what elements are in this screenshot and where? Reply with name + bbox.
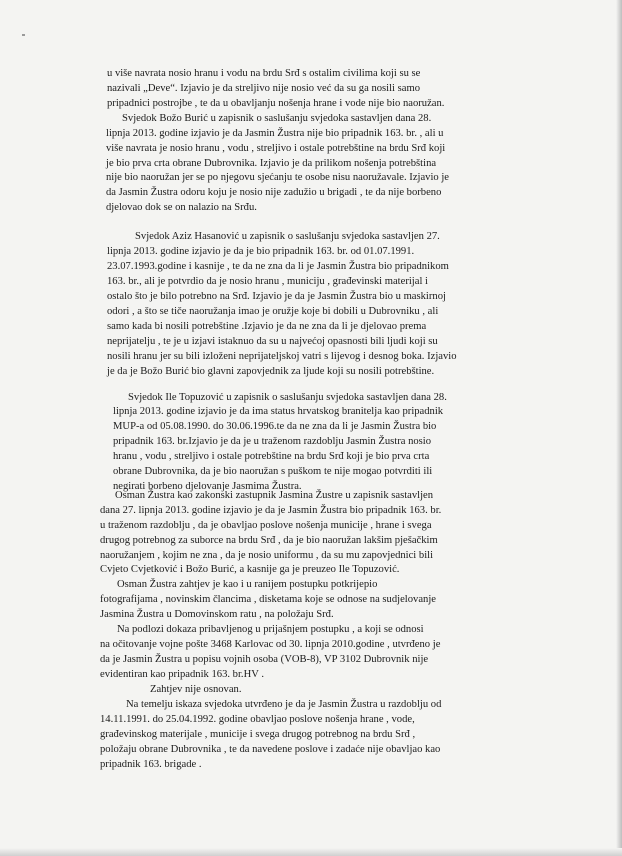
page-edge-shadow bbox=[616, 0, 622, 856]
paragraph-witness-aziz-hasanovic-line: 23.07.1993.godine i kasnije , te da ne zna da li je Jasmin Žustra bio pripadnikom bbox=[107, 261, 449, 272]
paragraph-zahtjev-fotografije-line: Osman Žustra zahtjev je kao i u ranijem postupku potkrijepio bbox=[117, 579, 378, 590]
paragraph-osman-zustra-line: naoružanjem , kojim ne zna , da je nosio uniformu , da su mu zapovjednici bili bbox=[100, 550, 434, 561]
paragraph-witness-aziz-hasanovic-line: odori , a što se tiče naoružanja imao je oružje koje bi dobili u Dubrovniku , ali bbox=[107, 306, 439, 317]
paragraph-witness-aziz-hasanovic-line: 163. br., ali je potvrdio da je nosio hranu , municiju , građevinski materijal i bbox=[107, 276, 428, 287]
paragraph-witness-bozo-buric-line: Svjedok Božo Burić u zapisnik o saslušanju svjedoka sastavljen dana 28. bbox=[122, 113, 432, 124]
paragraph-intro-line: pripadnici postrojbe , te da u obavljanju nošenja hrane i vode nije bio naoružan. bbox=[107, 98, 445, 109]
paragraph-dokazi-line: Na podlozi dokaza pribavljenog u prijašnjem postupku , a koji se odnosi bbox=[117, 624, 424, 635]
paragraph-witness-bozo-buric-line: više navrata je nosio hranu , vodu , streljivo i ostale potrebštine na brdu Srđ koji bbox=[106, 143, 446, 154]
paragraph-zahtjev-fotografije-line: fotografijama , novinskim člancima , disketama koje se odnose na sudjelovanje bbox=[100, 594, 436, 605]
paragraph-osman-zustra-line: dana 27. lipnja 2013. godine izjavio je da je Jasmin Žustra bio pripadnik 163. br. bbox=[100, 505, 442, 516]
paragraph-intro-line: nazivali „Deve“. Izjavio je da streljivo nije nosio već da su ga nosili samo bbox=[107, 83, 421, 94]
paragraph-witness-bozo-buric-line: nije bio naoružan jer se po njegovu sjećanju te osobe nisu naoružavale. Izjavio je bbox=[106, 172, 449, 183]
paragraph-witness-aziz-hasanovic-line: nosili hranu jer su bili izloženi neprijateljskoj vatri s lijevog i desnog boka. Izjavio bbox=[107, 351, 457, 362]
paragraph-dokazi-line: evidentiran kao pripadnik 163. br.HV . bbox=[100, 669, 264, 680]
paragraph-osman-zustra-line: Cvjeto Cvjetković i Božo Burić, a kasnije ga je preuzeo Ile Topuzović. bbox=[100, 564, 400, 575]
page-bottom-edge bbox=[0, 848, 622, 856]
paragraph-osman-zustra-line: drugog potrebnog za suborce na brdu Srđ , da je bio naoružan lakšim pješačkim bbox=[100, 535, 438, 546]
paragraph-witness-aziz-hasanovic-line: neprijatelju , te je u izjavi istaknuo da su u najvećoj opasnosti bili ljudi koji su bbox=[107, 336, 438, 347]
paragraph-witness-bozo-buric-line: djelovao dok se on nalazio na Srđu. bbox=[106, 202, 257, 213]
paragraph-witness-aziz-hasanovic-line: Svjedok Aziz Hasanović u zapisnik o saslušanju svjedoka sastavljen 27. bbox=[135, 231, 440, 242]
paragraph-zakljucak-line: položaju obrane Dubrovnika , te da navedene poslove i zadaće nije obavljao kao bbox=[100, 744, 441, 755]
paragraph-neosnovan-line: Zahtjev nije osnovan. bbox=[150, 684, 242, 695]
paragraph-dokazi-line: da je Jasmin Žustra u popisu vojnih osoba (VOB-8), VP 3102 Dubrovnik nije bbox=[100, 654, 429, 665]
paragraph-witness-ile-topuzovic-line: pripadnik 163. br.Izjavio je da je u traženom razdoblju Jasmin Žustra nosio bbox=[113, 436, 432, 447]
paragraph-witness-bozo-buric-line: lipnja 2013. godine izjavio je da Jasmin Žustra nije bio pripadnik 163. br. , ali u bbox=[106, 128, 444, 139]
paragraph-witness-ile-topuzovic-line: negirati borbeno djelovanje Jasmima Žustra. bbox=[113, 481, 302, 492]
paragraph-zakljucak-line: Na temelju iskaza svjedoka utvrđeno je da je Jasmin Žustra u razdoblju od bbox=[126, 699, 442, 710]
paragraph-witness-aziz-hasanovic-line: samo kada bi nosili potrebštine .Izjavio je da ne zna da li je djelovao prema bbox=[107, 321, 427, 332]
paragraph-witness-aziz-hasanovic-line: je da je Božo Burić bio glavni zapovjednik za ljude koji su nosili potrebštine. bbox=[107, 366, 435, 377]
paragraph-witness-ile-topuzovic-line: hranu , vodu , streljivo i ostale potrebštine na brdu Srđ koji je bio prva crta bbox=[113, 451, 430, 462]
paragraph-witness-ile-topuzovic-line: obrane Dubrovnika, da je bio naoružan s puškom te nije mogao potvrditi ili bbox=[113, 466, 433, 477]
paragraph-witness-bozo-buric-line: je bio prva crta obrane Dubrovnika. Izjavio je da prilikom nošenja potrebština bbox=[106, 158, 437, 169]
paragraph-osman-zustra-line: Osman Žustra kao zakonski zastupnik Jasmina Žustre u zapisnik sastavljen bbox=[115, 490, 434, 501]
paragraph-witness-aziz-hasanovic-line: lipnja 2013. godine izjavio je da je bio pripadnik 163. br. od 01.07.1991. bbox=[107, 246, 415, 257]
paragraph-zahtjev-fotografije-line: Jasmina Žustra u Domovinskom ratu , na položaju Srđ. bbox=[100, 609, 334, 620]
paragraph-witness-aziz-hasanovic-line: ostalo što je bilo potrebno na Srđ. Izjavio je da je Jasmin Žustra bio u maskirnoj bbox=[107, 291, 446, 302]
paragraph-witness-bozo-buric-line: da Jasmin Žustra odoru koju je nosio nije zadužio u brigadi , te da nije borbeno bbox=[106, 187, 442, 198]
paragraph-osman-zustra-line: u traženom razdoblju , da je obavljao poslove nošenja municije , hrane i svega bbox=[100, 520, 432, 531]
scan-speck bbox=[22, 34, 25, 36]
paragraph-dokazi-line: na očitovanje vojne pošte 3468 Karlovac od 30. lipnja 2010.godine , utvrđeno je bbox=[100, 639, 441, 650]
paragraph-zakljucak-line: pripadnik 163. brigade . bbox=[100, 759, 202, 770]
paragraph-zakljucak-line: građevinskog materijale , municije i svega drugog potrebnog na brdu Srđ , bbox=[100, 729, 416, 740]
paragraph-witness-ile-topuzovic-line: Svjedok Ile Topuzović u zapisnik o saslušanju svjedoka sastavljen dana 28. bbox=[128, 392, 447, 403]
paragraph-witness-ile-topuzovic-line: lipnja 2013. godine izjavio je da ima status hrvatskog branitelja kao pripadnik bbox=[113, 406, 444, 417]
paragraph-zakljucak-line: 14.11.1991. do 25.04.1992. godine obavljao poslove nošenja hrane , vode, bbox=[100, 714, 415, 725]
paragraph-witness-ile-topuzovic-line: MUP-a od 05.08.1990. do 30.06.1996.te da ne zna da li je Jasmin Žustra bio bbox=[113, 421, 437, 432]
paragraph-intro-line: u više navrata nosio hranu i vodu na brdu Srđ s ostalim civilima koji su se bbox=[107, 68, 421, 79]
